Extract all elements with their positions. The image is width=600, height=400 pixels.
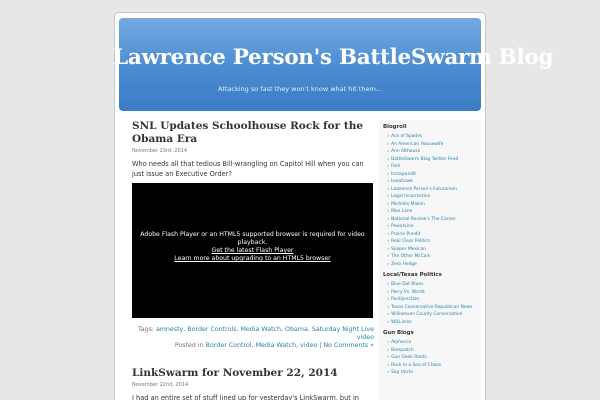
list-item: [387, 178, 481, 186]
blogroll-link[interactable]: Legal Insurrection: [391, 194, 431, 199]
gun-blogs-widget: [383, 330, 481, 377]
local-politics-link[interactable]: WILLisms: [391, 319, 412, 325]
blog-title-link[interactable]: Lawrence Person's BattleSwarm Blog: [113, 45, 554, 70]
list-item: [387, 148, 481, 156]
blogroll-link[interactable]: Prairie Pundit: [391, 231, 421, 237]
gun-blog-link[interactable]: Rock in a Sea of Chaos: [391, 362, 442, 368]
post: [132, 120, 374, 349]
list-item: [387, 208, 481, 216]
list-item: [387, 319, 481, 327]
tag-link[interactable]: video: [356, 334, 374, 341]
post-title-link[interactable]: LinkSwarm for November 22, 2014: [132, 367, 338, 379]
video-message-block: [132, 231, 373, 263]
tag-link[interactable]: amnesty: [155, 326, 184, 333]
sidebar: [379, 120, 481, 400]
posted-in-label: Posted in: [174, 342, 204, 349]
blogroll-link[interactable]: Michelle Malkin: [391, 201, 425, 207]
widget-title: Local/Texas Politics: [383, 272, 442, 278]
list-item: [387, 253, 481, 261]
local-politics-link[interactable]: Texas Conservative Republican News: [391, 304, 473, 310]
post-excerpt: I had an entire set of stuff lined up for yesterday's LinkSwarm, but in: [132, 394, 359, 400]
local-politics-widget: [383, 272, 481, 326]
widget-title: Blogroll: [383, 124, 407, 130]
list-item: [387, 141, 481, 149]
tag-link[interactable]: Media Watch: [240, 326, 281, 333]
list-item: [387, 186, 481, 194]
blogroll-list: [383, 133, 481, 268]
list-item: [387, 171, 481, 179]
list-item: [387, 347, 481, 355]
get-flash-link[interactable]: Get the latest Flash Player: [211, 247, 294, 254]
main-content: [132, 120, 374, 400]
blogroll-link[interactable]: National Review's The Corner: [391, 216, 456, 222]
blogroll-link[interactable]: An American Housewife: [391, 141, 444, 147]
list-item: [387, 339, 481, 347]
tag-link[interactable]: Obama: [285, 326, 308, 333]
blogroll-link[interactable]: Real Clear Politics: [391, 239, 431, 244]
blog-header: [113, 18, 554, 111]
list-item: [387, 369, 481, 377]
blogroll-link[interactable]: Instapundit: [391, 171, 416, 177]
gun-blog-link[interactable]: Gun Geek Rants: [391, 355, 427, 360]
category-link[interactable]: Border Control: [205, 342, 252, 349]
list-item: [387, 201, 481, 209]
blogroll-link[interactable]: Lawrence Person's Futuramen: [391, 186, 457, 192]
list-item: [387, 289, 481, 297]
post-title-link[interactable]: SNL Updates Schoolhouse Rock for the Obama Era: [132, 120, 364, 145]
gun-blogs-list: [383, 339, 481, 377]
post: [132, 367, 374, 400]
blogroll-link[interactable]: Ann Althouse: [391, 149, 421, 154]
blogroll-link[interactable]: Zero Hedge: [391, 261, 417, 267]
category-link[interactable]: video: [300, 342, 318, 349]
local-politics-link[interactable]: Blue Dot Blues: [391, 282, 424, 287]
gun-blog-link[interactable]: Borepatch: [391, 347, 414, 353]
html5-upgrade-link[interactable]: Learn more about upgrading to an HTML5 browser: [174, 255, 331, 262]
list-item: [387, 246, 481, 254]
tag-link[interactable]: Border Controls: [187, 326, 237, 333]
tag-link[interactable]: Saturday Night Live: [311, 326, 374, 333]
tags-label: Tags:: [137, 326, 154, 333]
list-item: [387, 156, 481, 164]
gun-blog-link[interactable]: Say Uncle: [391, 370, 413, 375]
blogroll-link[interactable]: Ace of Spades: [391, 134, 423, 139]
blogroll-link[interactable]: Sooper Mexican: [391, 246, 427, 252]
flash-required-message: Adobe Flash Player or an HTML5 supported browser is required for video playback.: [140, 231, 365, 246]
gun-blog-link[interactable]: Alphecca: [391, 340, 412, 345]
video-player[interactable]: [132, 183, 373, 318]
list-item: [387, 354, 481, 362]
blogroll-link[interactable]: The Other McCain: [391, 254, 431, 259]
post-excerpt: Who needs all that tedious Bill-wrangling on Capitol Hill when you can just issue an Executive Order?: [132, 160, 364, 178]
list-item: [387, 193, 481, 201]
blog-description: Attacking so fast they won't know what hit them...: [218, 85, 382, 93]
blogroll-link[interactable]: Iowahawk: [391, 179, 413, 184]
post-meta: Posted in Border Control, Media Watch, video | No Comments »: [174, 342, 374, 349]
blogroll-link[interactable]: Fark: [391, 164, 401, 169]
local-politics-link[interactable]: PushJunction: [391, 297, 420, 302]
blogroll-widget: [383, 124, 481, 268]
list-item: [387, 216, 481, 224]
list-item: [387, 223, 481, 231]
blogroll-link[interactable]: BattleSwarm Blog Twitter Feed: [391, 156, 459, 162]
comments-link[interactable]: No Comments »: [323, 342, 374, 349]
blogroll-link[interactable]: PowerLine: [391, 224, 414, 229]
list-item: [387, 163, 481, 171]
post-date: November 23rd, 2014: [132, 148, 188, 154]
post-tags: Tags: amnesty, Border Controls, Media Watch, Obama, Saturday Night Live video: [137, 326, 374, 341]
blogroll-link[interactable]: Moe Lane: [391, 209, 413, 214]
local-politics-list: [383, 281, 481, 326]
widget-title: Gun Blogs: [383, 330, 414, 336]
list-item: [387, 311, 481, 319]
list-item: [387, 231, 481, 239]
local-politics-link[interactable]: Perry Vs. World: [391, 289, 425, 295]
list-item: [387, 133, 481, 141]
post-date: November 22nd, 2014: [132, 382, 189, 388]
list-item: [387, 238, 481, 246]
list-item: [387, 304, 481, 312]
list-item: [387, 362, 481, 370]
local-politics-link[interactable]: Williamson County Conservative: [391, 312, 463, 317]
list-item: [387, 281, 481, 289]
list-item: [387, 261, 481, 269]
list-item: [387, 296, 481, 304]
category-link[interactable]: Media Watch: [255, 342, 297, 349]
